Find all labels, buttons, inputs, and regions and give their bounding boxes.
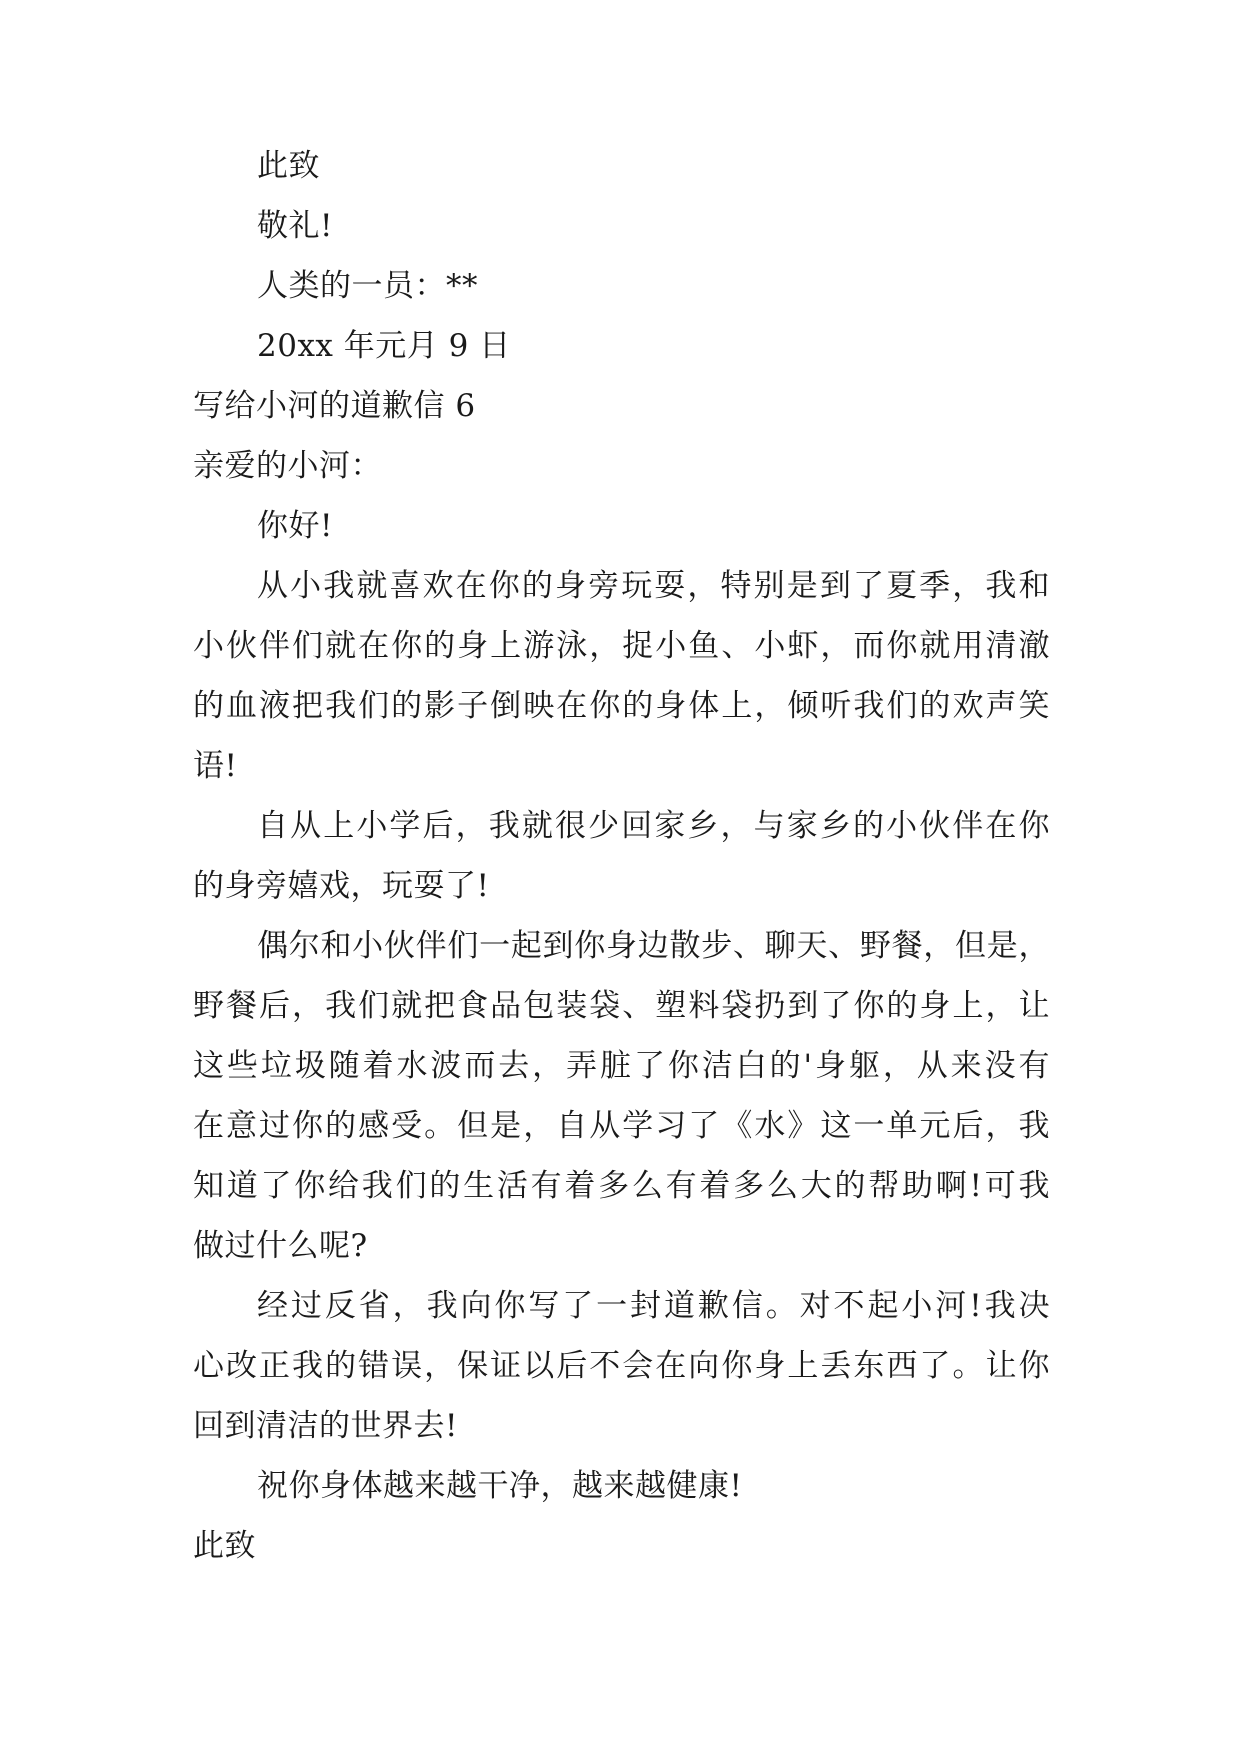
closing-regards: 敬礼! [257,208,333,244]
paragraph-line: 经过反省，我向你写了一封道歉信。对不起小河!我决 [257,1288,1050,1324]
paragraph-line: 的身旁嬉戏，玩耍了! [193,868,490,904]
paragraph-line: 回到清洁的世界去! [193,1408,458,1444]
closing-date: 20xx 年元月 9 日 [257,328,511,364]
paragraph-line: 心改正我的错误，保证以后不会在向你身上丢东西了。让你 [193,1348,1050,1384]
paragraph-line: 这些垃圾随着水波而去，弄脏了你洁白的'身躯，从来没有 [193,1048,1050,1084]
paragraph-line: 做过什么呢? [193,1228,368,1264]
closing-signature: 人类的一员：** [257,268,478,304]
paragraph-line: 野餐后，我们就把食品包装袋、塑料袋扔到了你的身上，让 [193,988,1050,1024]
paragraph-line: 偶尔和小伙伴们一起到你身边散步、聊天、野餐，但是， [257,928,1050,964]
paragraph-line: 自从上小学后，我就很少回家乡，与家乡的小伙伴在你 [257,808,1050,844]
paragraph-line: 小伙伴们就在你的身上游泳，捉小鱼、小虾，而你就用清澈 [193,628,1050,664]
paragraph-line: 从小我就喜欢在你的身旁玩耍，特别是到了夏季，我和 [257,568,1050,604]
paragraph-line: 在意过你的感受。但是，自从学习了《水》这一单元后，我 [193,1108,1050,1144]
letter-greeting: 亲爱的小河： [193,448,382,484]
letter-title: 写给小河的道歉信 6 [193,388,476,424]
letter-closing: 此致 [193,1528,256,1564]
paragraph-line: 语! [193,748,238,784]
paragraph-line: 知道了你给我们的生活有着多么有着多么大的帮助啊!可我 [193,1168,1050,1204]
letter-hello: 你好! [257,508,333,544]
paragraph-line: 祝你身体越来越干净，越来越健康! [257,1468,743,1504]
closing-salutation: 此致 [257,148,320,184]
paragraph-line: 的血液把我们的影子倒映在你的身体上，倾听我们的欢声笑 [193,688,1050,724]
